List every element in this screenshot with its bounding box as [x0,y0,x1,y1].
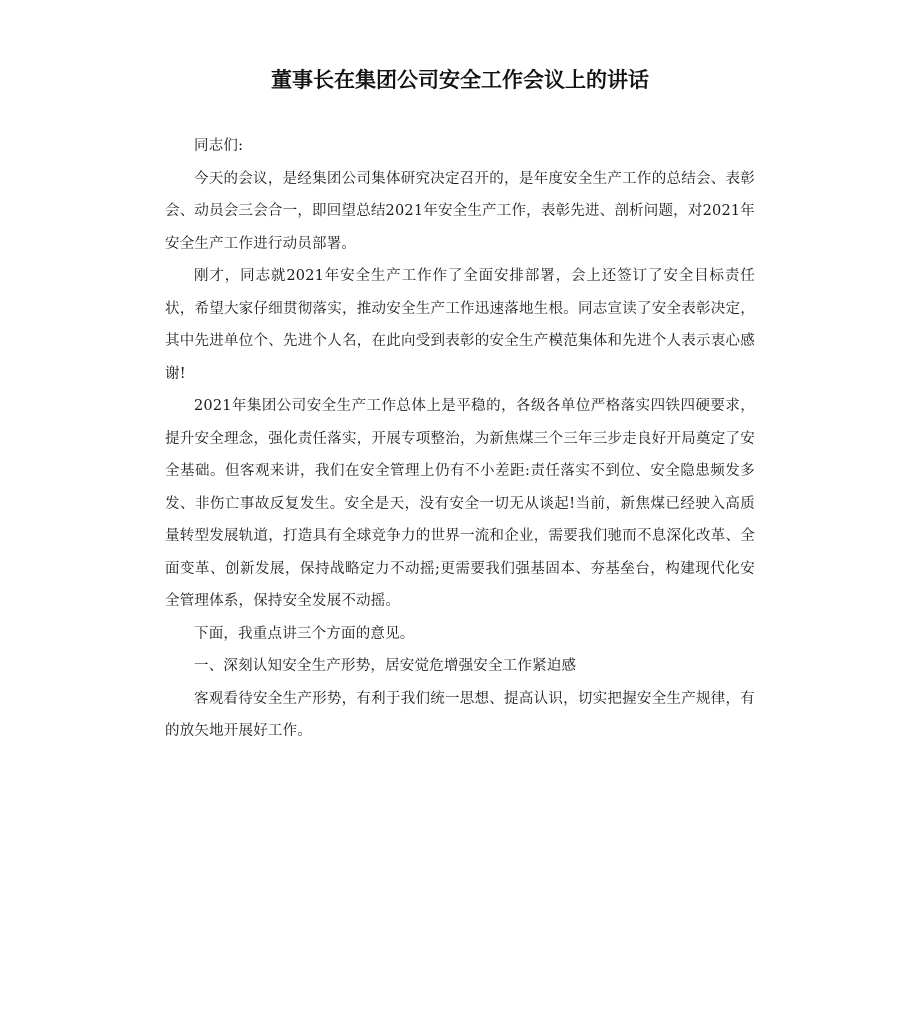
paragraph-meeting-intro: 今天的会议，是经集团公司集体研究决定召开的，是年度安全生产工作的总结会、表彰会、动员会三会合一，即回望总结2021年安全生产工作，表彰先进、剖析问题，对2021年安全生产工作进行动员部署。 [165,170,755,252]
document-body [165,130,755,748]
paragraph-transition: 下面，我重点讲三个方面的意见。 [194,625,415,642]
paragraph-salutation: 同志们: [194,138,244,154]
paragraph-commendation: 刚才，同志就2021年安全生产工作作了全面安排部署，会上还签订了安全目标责任状，希望大家仔细贯彻落实，推动安全生产工作迅速落地生根。同志宣读了安全表彰决定，其中先进单位个、先进个人名，在此向受到表彰的安全生产模范集体和先进个人表示衷心感谢! [165,268,755,382]
document-title: 董事长在集团公司安全工作会议上的讲话 [271,68,649,92]
paragraph-situation: 客观看待安全生产形势，有利于我们统一思想、提高认识，切实把握安全生产规律，有的放矢地开展好工作。 [165,690,755,739]
paragraph-safety-review: 2021年集团公司安全生产工作总体上是平稳的，各级各单位严格落实四铁四硬要求，提升安全理念，强化责任落实，开展专项整治，为新焦煤三个三年三步走良好开局奠定了安全基础。但客观来讲，我们在安全管理上仍有不小差距:责任落实不到位、安全隐患频发多发、非伤亡事故反复发生。安全是天，没有安全一切无从谈起!当前，新焦煤已经驶入高质量转型发展轨道，打造具有全球竞争力的世界一流和企业，需要我们驰而不息深化改革、全面变革、创新发展，保持战略定力不动摇;更需要我们强基固本、夯基垒台，构建现代化安全管理体系，保持安全发展不动摇。 [165,398,755,609]
section-heading-one: 一、深刻认知安全生产形势，居安觉危增强安全工作紧迫感 [194,658,577,674]
